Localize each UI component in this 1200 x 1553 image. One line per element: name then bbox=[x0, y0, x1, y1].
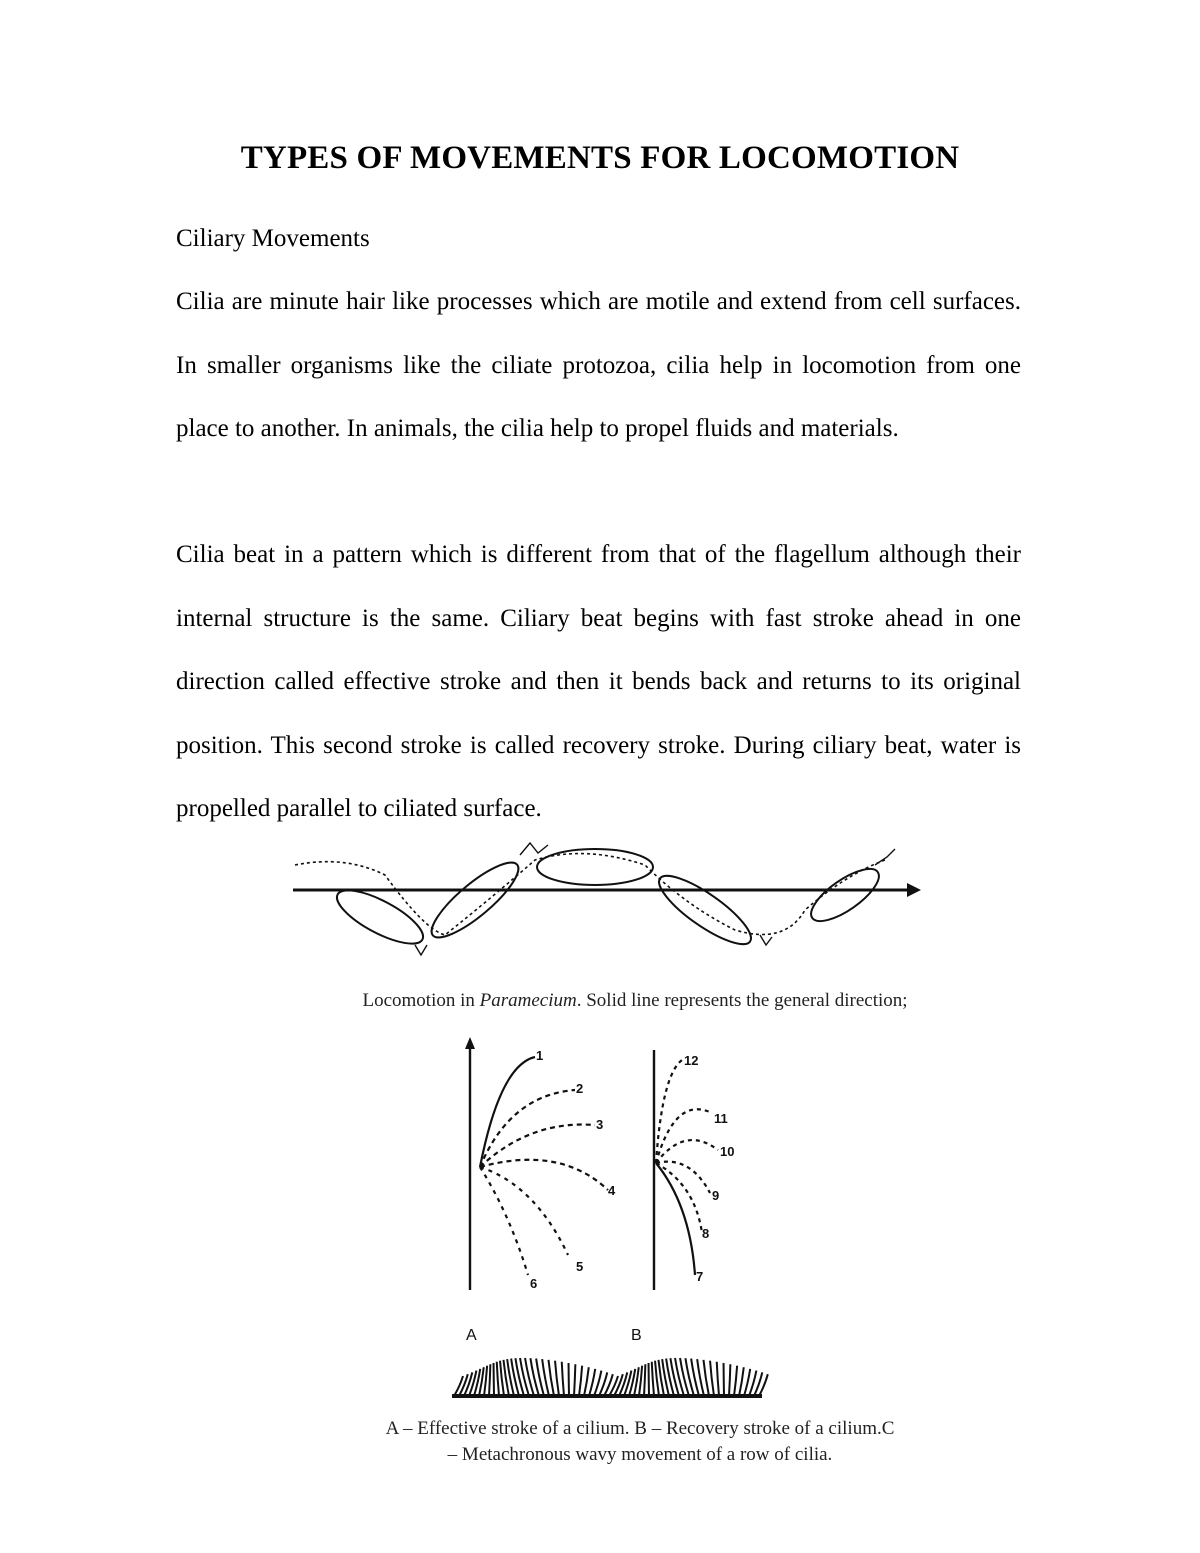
stroke-label-1: 1 bbox=[536, 1048, 544, 1063]
stroke-label-11: 11 bbox=[714, 1111, 728, 1126]
cilium-stroke bbox=[644, 1364, 645, 1396]
cilia-row bbox=[454, 1358, 768, 1396]
stroke-label-9: 9 bbox=[712, 1188, 720, 1203]
figure-1-caption-species: Paramecium bbox=[479, 990, 577, 1011]
cilium-stroke bbox=[639, 1366, 642, 1396]
figure-2-caption-line-1: A – Effective stroke of a cilium. B – Recovery stroke of a cilium.C bbox=[385, 1418, 895, 1439]
paragraph-ciliary-beat: Cilia beat in a pattern which is different from that of the flagellum although their internal structure is the same. Ciliary beat begins with fast stroke ahead in one direction called effective stroke and then it bends back and returns to its original position. This second stroke is called recovery stroke. During ciliary beat, water is propelled parallel to ciliated surface. bbox=[176, 541, 1021, 822]
cilium-stroke bbox=[717, 1362, 719, 1396]
label-b: B bbox=[631, 1327, 642, 1344]
figure-1-caption bbox=[300, 990, 970, 1012]
stroke-label-12: 12 bbox=[684, 1053, 699, 1068]
effective-stroke-curves bbox=[480, 1057, 608, 1275]
cilium-stroke bbox=[489, 1364, 490, 1396]
figure-2-caption bbox=[310, 1416, 970, 1468]
figure-2-caption-line-2: – Metachronous wavy movement of a row of cilia. bbox=[447, 1444, 833, 1465]
recovery-stroke-curves bbox=[656, 1060, 718, 1275]
cilium-stroke bbox=[734, 1366, 737, 1396]
metachronal-row-figure bbox=[440, 1318, 780, 1403]
stroke-label-7: 7 bbox=[696, 1269, 704, 1284]
stroke-label-2: 2 bbox=[576, 1081, 584, 1096]
paragraph-cilia-definition: Cilia are minute hair like processes which are motile and extend from cell surfaces. In smaller organisms like the ciliate protozoa, cilia help in locomotion from one place to another. In animals, the cilia help to propel fluids and materials. bbox=[176, 288, 1021, 442]
cilium-stroke bbox=[589, 1369, 595, 1396]
cilium-stroke bbox=[562, 1362, 564, 1396]
cilium-stroke bbox=[584, 1367, 589, 1396]
cilium-stroke bbox=[703, 1360, 709, 1396]
cilium-stroke bbox=[497, 1362, 499, 1396]
cilium-stroke bbox=[548, 1360, 554, 1396]
stroke-label-10: 10 bbox=[720, 1144, 735, 1159]
figure-1-caption-prefix: Locomotion in bbox=[362, 990, 480, 1011]
paramecium-locomotion-figure bbox=[285, 835, 935, 970]
label-a: A bbox=[466, 1327, 477, 1344]
cilium-stroke bbox=[710, 1361, 714, 1396]
cilium-stroke bbox=[574, 1364, 575, 1396]
cilium-stroke bbox=[579, 1366, 582, 1396]
cilium-stroke bbox=[729, 1364, 730, 1396]
stroke-label-6: 6 bbox=[530, 1276, 538, 1291]
document-title: TYPES OF MOVEMENTS FOR LOCOMOTION bbox=[240, 140, 960, 176]
cilium-stroke bbox=[484, 1366, 487, 1396]
stroke-label-8: 8 bbox=[702, 1226, 710, 1241]
figure-1-caption-suffix: . Solid line represents the general direction; bbox=[576, 990, 908, 1011]
cilium-stroke bbox=[739, 1367, 744, 1396]
section-heading: Ciliary Movements bbox=[176, 225, 370, 252]
cilium-stroke bbox=[744, 1369, 750, 1396]
cilium-stroke bbox=[555, 1361, 559, 1396]
stroke-label-4: 4 bbox=[608, 1183, 616, 1198]
stroke-label-5: 5 bbox=[576, 1259, 584, 1274]
stroke-label-3: 3 bbox=[596, 1117, 604, 1132]
ciliary-stroke-figure bbox=[440, 1035, 780, 1305]
cilium-stroke bbox=[652, 1362, 654, 1396]
